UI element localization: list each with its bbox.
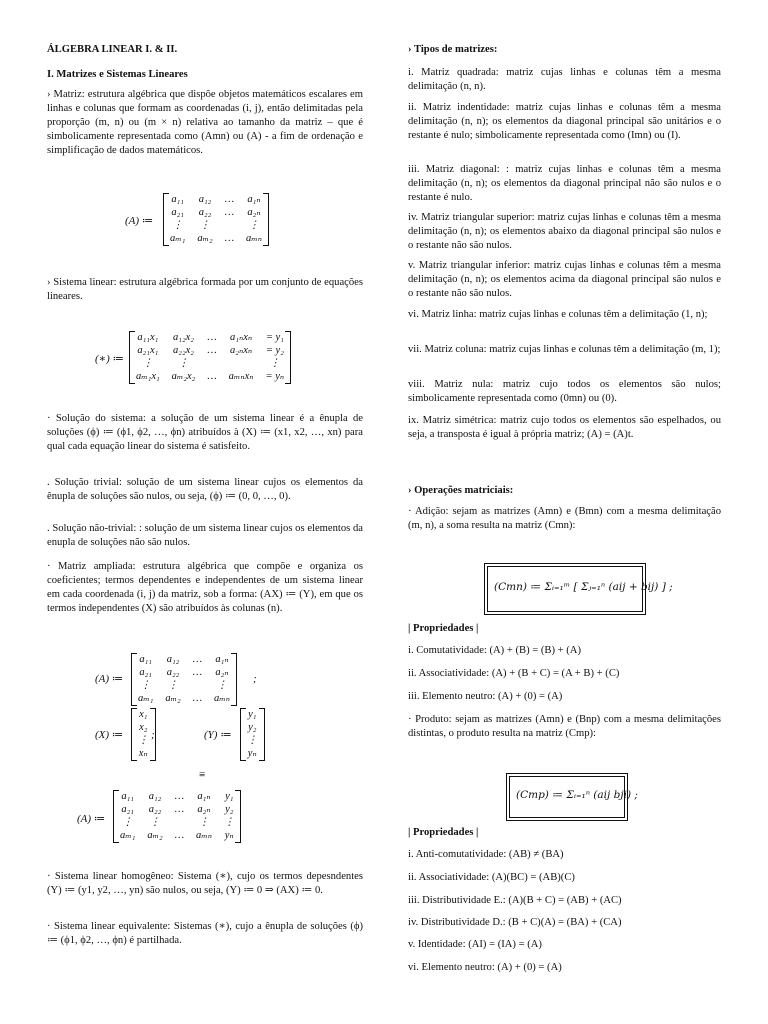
vector-y: y₁ y₂ ⋮ yₙ [240,708,265,761]
prop-comutatividade: i. Comutatividade: (A) + (B) = (B) + (A) [408,645,581,656]
tipo-triangular-inferior: v. Matriz triangular inferior: matriz cujas linhas e colunas têm a mesma delimitação (n, n); os elementos acima da diagonal principal são nulos e o restante não são nulos. [408,260,721,299]
adicao-definition: · Adição: sejam as matrizes (Amn) e (Bmn) com a mesma delimitação (m, n), a soma resulta na matriz (Cmn): [408,506,721,531]
ampliada-a-label: (A) ≔ [95,673,124,685]
prop-distributividade-d: iv. Distributividade D.: (B + C)(A) = (BA) + (CA) [408,917,622,928]
tipos-heading: › Tipos de matrizes: [408,44,498,55]
prop-anti-comutatividade: i. Anti-comutatividade: (AB) ≠ (BA) [408,849,564,860]
sum-formula: (Cmn) ≔ Σᵢ₌₁ᵐ [ Σⱼ₌₁ⁿ (aij + bij) ] ; [494,581,673,593]
ampliada-matrix-a: a₁₁ a₁₂ … a₁ₙ a₂₁ a₂₂ … a₂ₙ ⋮ ⋮ ⋮ aₘ₁ aₘ₂ … aₘₙ [131,653,237,706]
product-formula: (Cmp) ≔ Σᵢ₌₁ⁿ (aij bji) ; [516,789,638,801]
matrix-a-label: (A) ≔ [125,215,154,227]
solucao-trivial: . Solução trivial: solução de um sistema linear cujos os elementos da ênupla de soluções são nulos, ou seja, (ϕ) ≔ (0, 0, …, 0). [47,477,363,502]
tipo-identidade: ii. Matriz indentidade: matriz cujas linhas e colunas têm a mesma delimitação (n, n); os elementos da diagonal principal são unitários e o restante é nulo; simbolicamente representada como (Imn) ou (I). [408,102,721,141]
sistema-homogeneo: · Sistema linear homogêneo: Sistema (∗), cujo os termos depesndentes (Y) ≔ (y1, y2, …, yn) são nulos, ou seja, (Y) ≔ 0 ⇒ (AX) ≔ 0. [47,871,363,896]
linear-system: a₁₁x₁ a₁₂x₂ … a₁ₙxₙ = y₁ a₂₁x₁ a₂₂x₂ … a₂ₙxₙ = y₂ ⋮ ⋮ ⋮ aₘ₁x₁ aₘ₂x₂ … aₘₙxₙ = yₙ [129,331,291,384]
propriedades-adicao-heading: | Propriedades | [408,623,479,634]
vector-x-label: (X) ≔ [95,729,124,741]
section-heading: I. Matrizes e Sistemas Lineares [47,69,188,80]
vector-x: x₁ x₂ ⋮ xₙ [131,708,156,761]
ampliada-full-matrix: a₁₁ a₁₂ … a₁ₙ y₁ a₂₁ a₂₂ … a₂ₙ y₂ ⋮ ⋮ ⋮ ⋮ aₘ₁ aₘ₂ … aₘₙ yₙ [113,790,241,843]
document-title: ÁLGEBRA LINEAR I. & II. [47,44,178,55]
prop-elemento-neutro-produto: vi. Elemento neutro: (A) + (0) = (A) [408,962,562,973]
propriedades-produto-heading: | Propriedades | [408,827,479,838]
prop-associatividade-produto: ii. Associatividade: (A)(BC) = (AB)(C) [408,872,575,883]
prop-elemento-neutro: iii. Elemento neutro: (A) + (0) = (A) [408,691,563,702]
prop-distributividade-e: iii. Distributividade E.: (A)(B + C) = (AB) + (AC) [408,895,622,906]
tipo-simetrica: ix. Matriz simétrica: matriz cujo todos os elementos são espelhados, ou seja, a transposta é igual à própria matriz; (A) = (A)t. [408,415,721,440]
operacoes-heading: › Operações matriciais: [408,485,514,496]
matriz-definition: › Matriz: estrutura algébrica que dispõe objetos matemáticos escalares em linhas e colunas que formam as coordenadas (i, j), então delimitadas pela proporção (m, n) ou (m × n) relativa ao tamanho da matriz – que é simbolicamente representada como (Amn) ou (A) - a fim de ordenação e simplificação de dados matemáticos. [47,89,363,156]
sistema-equivalente: · Sistema linear equivalente: Sistemas (∗), cujo a ênupla de soluções (ϕ) ≔ (ϕ1, ϕ2, …, ϕn) é partilhada. [47,921,363,946]
generic-matrix: a₁₁ a₁₂ … a₁ₙ a₂₁ a₂₂ … a₂ₙ ⋮ ⋮ ⋮ aₘ₁ aₘ₂ … aₘₙ [163,193,269,246]
tipo-diagonal: iii. Matriz diagonal: : matriz cujas linhas e colunas têm a mesma delimitação (n, n); os elementos da diagonal principal não são nulos e o restante é nulo. [408,164,721,203]
prop-identidade: v. Identidade: (AI) = (IA) = (A) [408,939,542,950]
tipo-linha: vi. Matriz linha: matriz cujas linhas e colunas têm a delimitação (1, n); [408,309,708,320]
equivalence-symbol: ≡ [199,769,206,781]
matriz-ampliada: · Matriz ampliada: estrutura algébrica que compõe e organiza os coeficientes; termos dependentes e independentes de um sistema linear em cada coordenada (i, j) da matriz, sob a forma: (AX) ≔ (Y), em que os termos independentes (X) são atribuídos às colunas (n). [47,561,363,614]
solucao-sistema: · Solução do sistema: a solução de um sistema linear é a ênupla de soluções (ϕ) ≔ (ϕ1, ϕ2, …, ϕn) atribuídos à (X) ≔ (x1, x2, …, xn) para qual cada equação linear do sistema é satisfeito. [47,413,363,452]
vector-y-label: (Y) ≔ [204,729,232,741]
tipo-coluna: vii. Matriz coluna: matriz cujas linhas e colunas têm a delimitação (m, 1); [408,344,721,355]
ampliada-full-label: (A) ≔ [77,813,106,825]
prop-associatividade: ii. Associatividade: (A) + (B + C) = (A + B) + (C) [408,668,620,679]
tipo-triangular-superior: iv. Matriz triangular superior: matriz cujas linhas e colunas têm a mesma delimitação (n, n); os elementos abaixo da diagonal principal são nulos e o restante não são nulos. [408,212,721,251]
tipo-nula: viii. Matriz nula: matriz cujo todos os elementos são nulos; simbolicamente representada como (0mn) ou (0). [408,379,721,404]
system-label: (∗) ≔ [95,353,124,365]
sum-formula-box [487,566,673,612]
produto-definition: · Produto: sejam as matrizes (Amn) e (Bnp) com a mesma delimitações distintas, o produto resulta na matriz (Cmp): [408,714,721,739]
tipo-quadrada: i. Matriz quadrada: matriz cujas linhas e colunas têm a mesma delimitação (n, n). [408,67,721,92]
solucao-nao-trivial: . Solução não-trivial: : solução de um sistema linear cujos os elementos da enupla de soluções não são nulos. [47,523,363,548]
product-formula-box [509,776,638,818]
sistema-definition: › Sistema linear: estrutura algébrica formada por um conjunto de equações lineares. [47,277,363,302]
